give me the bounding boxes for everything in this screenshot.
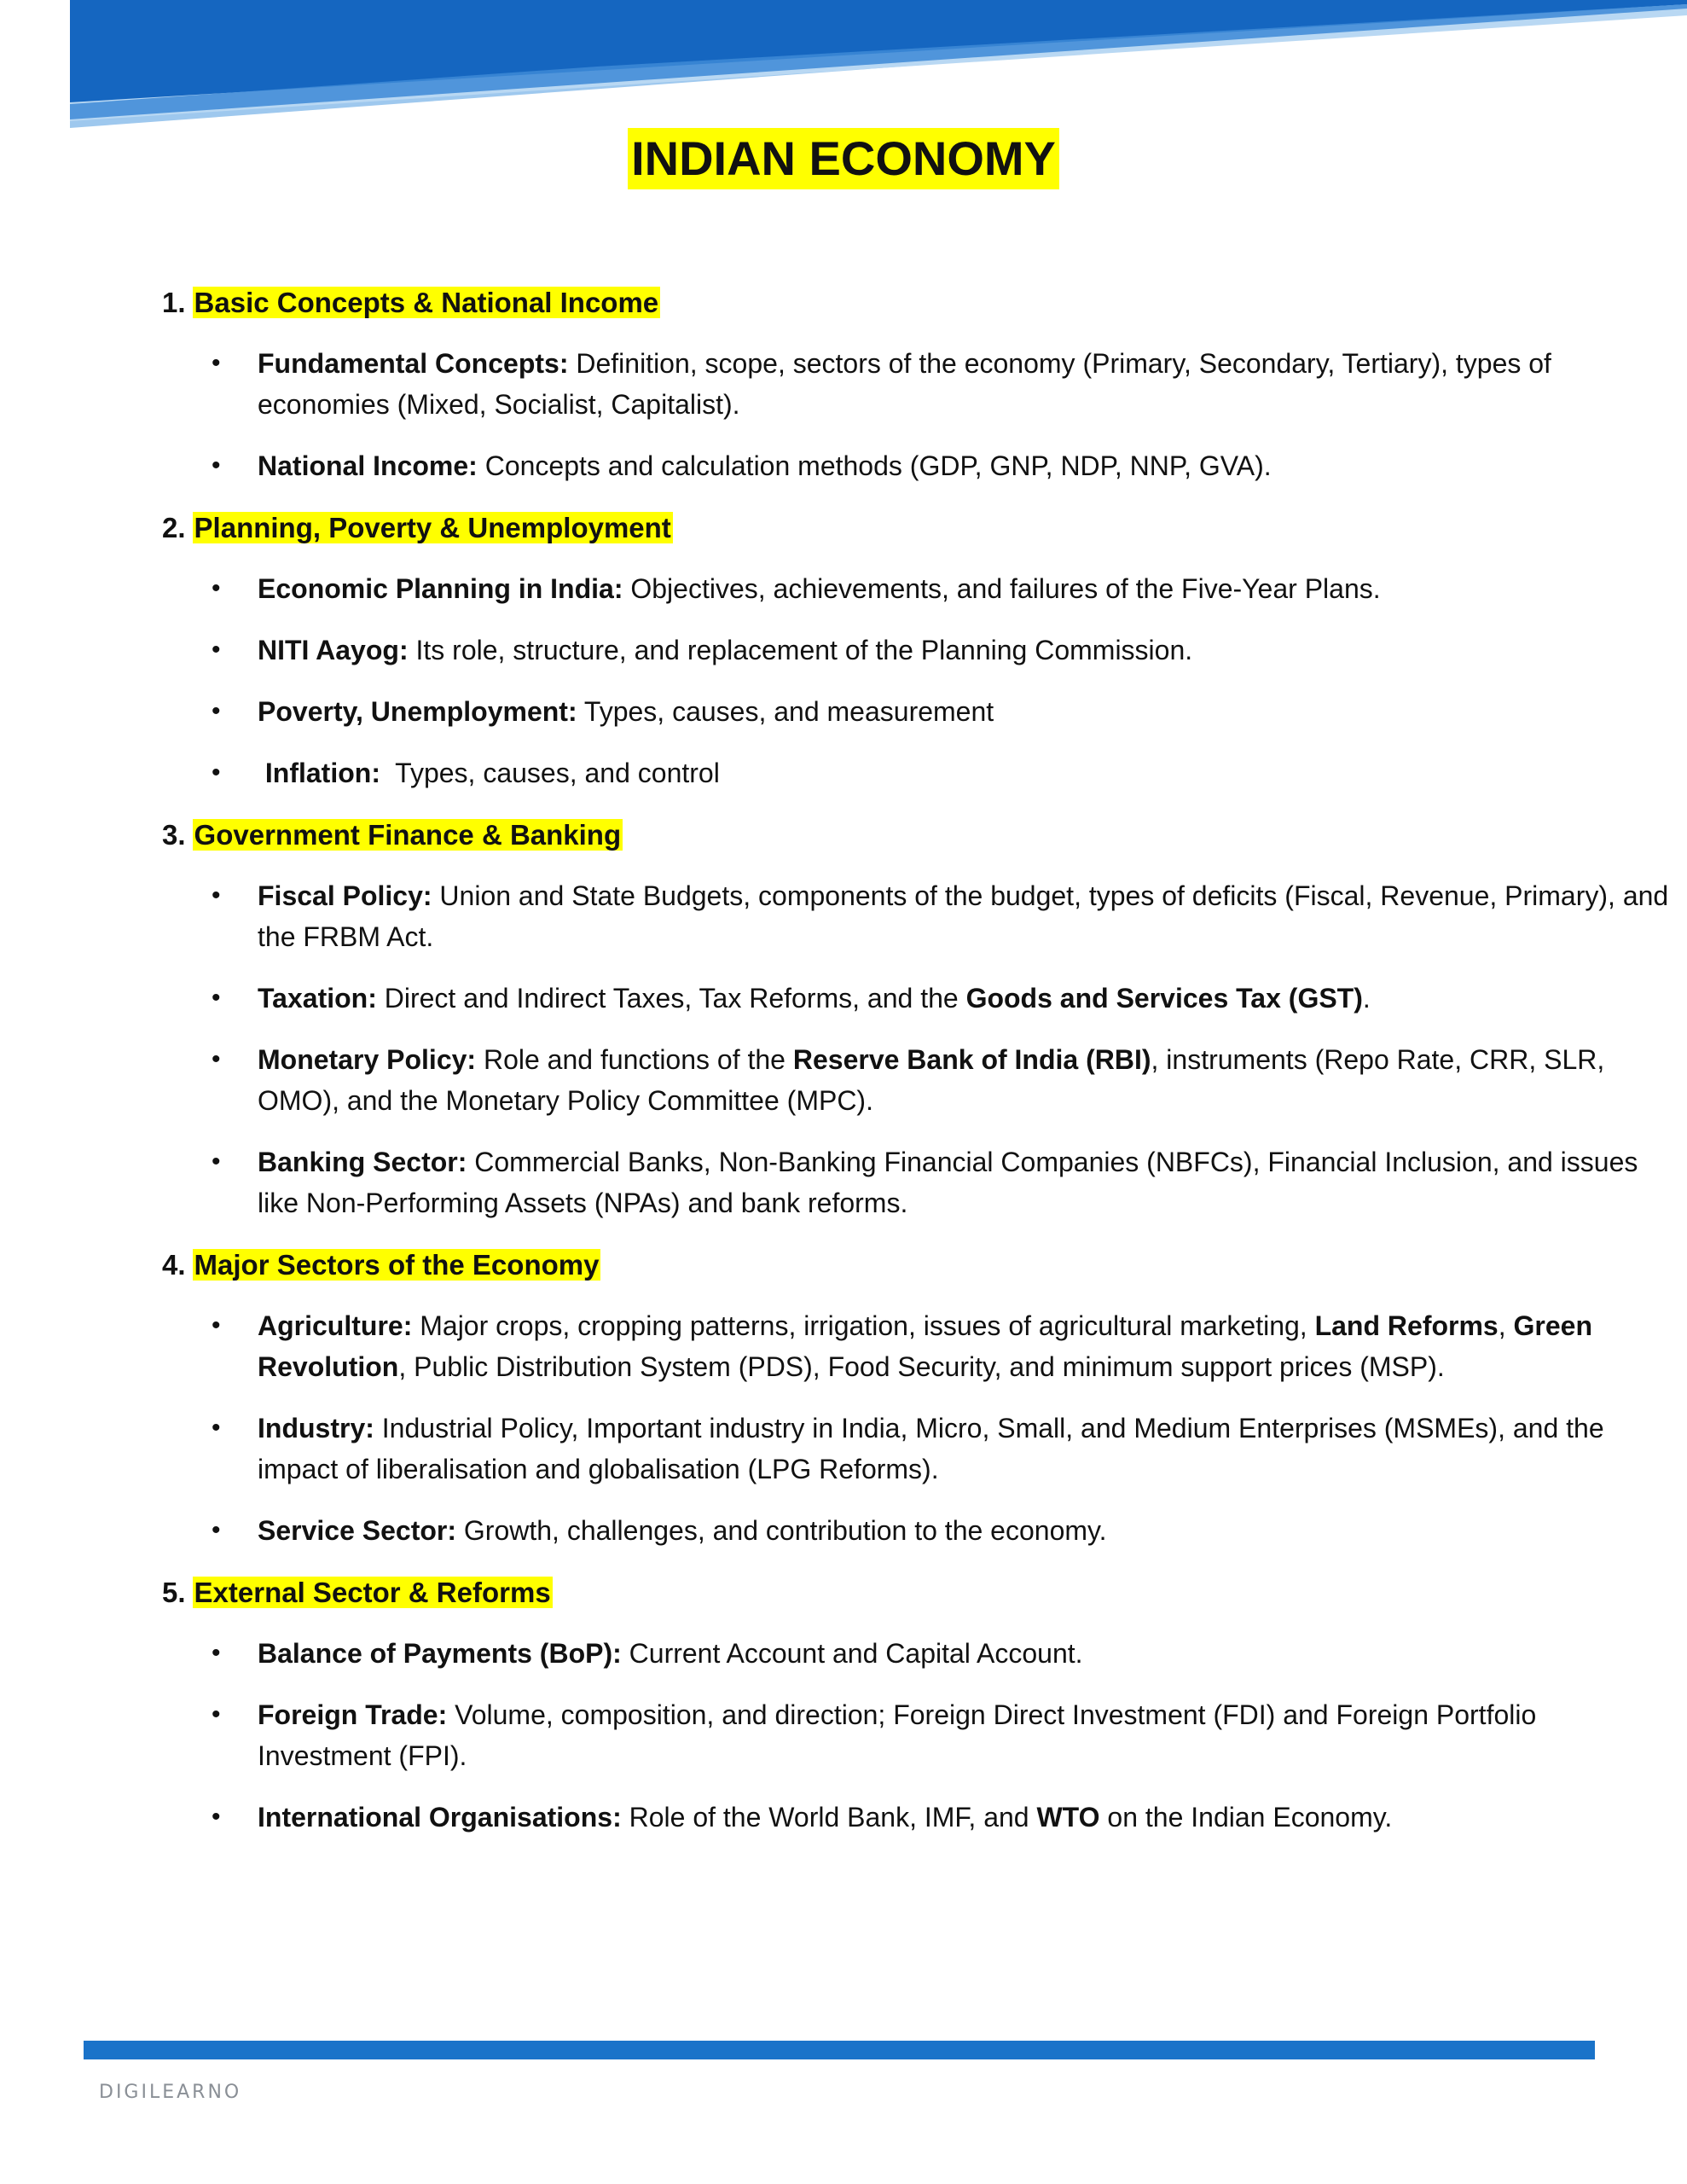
bullet-icon: • xyxy=(212,1639,221,1667)
section-heading xyxy=(162,507,1527,549)
item-bold-phrase: Goods and Services Tax (GST) xyxy=(965,983,1363,1014)
list-item xyxy=(162,445,1673,486)
bullet-list xyxy=(162,343,1559,486)
item-term: Fundamental Concepts: xyxy=(258,348,569,379)
bullet-icon: • xyxy=(212,1045,221,1073)
item-text: Commercial Banks, Non-Banking Financial Companies (NBFCs), Financial Inclusion, and issues like Non-Performing Assets (NPAs) and bank reforms. xyxy=(258,1147,1646,1218)
item-text: . xyxy=(1362,983,1371,1014)
item-text: on the Indian Economy. xyxy=(1099,1802,1393,1833)
section-heading xyxy=(162,1571,1527,1614)
item-term: Balance of Payments (BoP): xyxy=(258,1638,622,1669)
item-text: Direct and Indirect Taxes, Tax Reforms, and the xyxy=(376,983,966,1014)
bullet-list xyxy=(162,1305,1612,1551)
bullet-icon: • xyxy=(212,1803,221,1831)
bullet-icon: • xyxy=(212,349,221,377)
section-heading xyxy=(162,1244,1527,1287)
item-bold-phrase: WTO xyxy=(1036,1802,1100,1833)
item-term: Service Sector: xyxy=(258,1515,457,1546)
section-number: 3. xyxy=(162,819,186,851)
section-1 xyxy=(162,282,1559,486)
item-text: Major crops, cropping patterns, irrigation, issues of agricultural marketing, xyxy=(412,1310,1315,1341)
item-bold-phrase: Reserve Bank of India (RBI) xyxy=(792,1044,1151,1075)
item-text: Types, causes, and measurement xyxy=(577,696,994,727)
item-bold-phrase: Land Reforms xyxy=(1314,1310,1499,1341)
list-item xyxy=(162,1039,1673,1121)
list-item xyxy=(162,1141,1673,1223)
item-text: Its role, structure, and replacement of the Planning Commission. xyxy=(408,635,1193,665)
bullet-icon: • xyxy=(212,881,221,909)
item-text: Definition, scope, sectors of the economy (Primary, Secondary, Tertiary), types of economies (Mixed, Socialist, Capitalist). xyxy=(258,348,1559,420)
list-item xyxy=(162,875,1677,957)
title-wrapper xyxy=(0,128,1687,189)
item-term: Taxation: xyxy=(258,983,377,1014)
item-text: Role of the World Bank, IMF, and xyxy=(621,1802,1037,1833)
list-item xyxy=(162,568,1673,609)
section-5 xyxy=(162,1571,1545,1838)
section-title: Planning, Poverty & Unemployment xyxy=(194,512,671,543)
item-term: NITI Aayog: xyxy=(258,635,409,665)
item-text: Current Account and Capital Account. xyxy=(621,1638,1083,1669)
header-banner xyxy=(0,0,1687,145)
section-4 xyxy=(162,1244,1612,1551)
list-item xyxy=(162,1797,1673,1838)
bullet-icon: • xyxy=(212,697,221,725)
item-term: Inflation: xyxy=(258,758,380,788)
item-term: Foreign Trade: xyxy=(258,1699,448,1730)
section-title: Government Finance & Banking xyxy=(194,819,622,851)
section-3 xyxy=(162,814,1677,1223)
bullet-icon: • xyxy=(212,758,221,787)
bullet-icon: • xyxy=(212,1147,221,1176)
list-item xyxy=(162,343,1673,425)
document-body xyxy=(162,282,1677,1858)
section-title: Basic Concepts & National Income xyxy=(194,287,659,318)
item-term: International Organisations: xyxy=(258,1802,622,1833)
item-text: Role and functions of the xyxy=(476,1044,793,1075)
bullet-list xyxy=(162,875,1677,1223)
section-heading xyxy=(162,814,1527,857)
item-text: Industrial Policy, Important industry in India, Micro, Small, and Medium Enterprises (MSMEs), and the impact of liberalisation and globalisation (LPG Reforms). xyxy=(258,1413,1612,1484)
section-number: 2. xyxy=(162,512,186,543)
item-term: Banking Sector: xyxy=(258,1147,467,1177)
item-text: Objectives, achievements, and failures of the Five-Year Plans. xyxy=(623,573,1381,604)
bullet-icon: • xyxy=(212,1700,221,1728)
list-item xyxy=(162,1633,1673,1674)
section-title: Major Sectors of the Economy xyxy=(194,1249,600,1281)
item-bold-phrase: Green Revolution xyxy=(258,1310,1600,1382)
item-text: Union and State Budgets, components of the budget, types of deficits (Fiscal, Revenue, Primary), and the FRBM Act. xyxy=(258,880,1677,952)
item-term: Poverty, Unemployment: xyxy=(258,696,577,727)
list-item xyxy=(162,1510,1673,1551)
bullet-icon: • xyxy=(212,984,221,1012)
list-item xyxy=(162,978,1673,1019)
list-item xyxy=(162,752,1673,793)
list-item xyxy=(162,1408,1673,1490)
bullet-icon: • xyxy=(212,451,221,479)
item-text: , instruments (Repo Rate, CRR, SLR, OMO), and the Monetary Policy Committee (MPC). xyxy=(258,1044,1613,1116)
item-term: Fiscal Policy: xyxy=(258,880,432,911)
footer-brand: DIGILEARNO xyxy=(99,2082,242,2103)
list-item xyxy=(162,630,1673,671)
list-item xyxy=(162,691,1673,732)
section-number: 4. xyxy=(162,1249,186,1281)
section-2 xyxy=(162,507,1527,793)
section-number: 5. xyxy=(162,1577,186,1608)
item-term: Monetary Policy: xyxy=(258,1044,477,1075)
item-text: Growth, challenges, and contribution to the economy. xyxy=(456,1515,1107,1546)
item-text: Volume, composition, and direction; Foreign Direct Investment (FDI) and Foreign Portfolio Investment (FPI). xyxy=(258,1699,1545,1771)
item-term: Economic Planning in India: xyxy=(258,573,623,604)
item-term: Industry: xyxy=(258,1413,374,1443)
item-term: Agriculture: xyxy=(258,1310,413,1341)
page-title: INDIAN ECONOMY xyxy=(628,128,1059,189)
bullet-icon: • xyxy=(212,1414,221,1442)
bullet-list xyxy=(162,568,1527,793)
item-text: Types, causes, and control xyxy=(380,758,720,788)
list-item xyxy=(162,1305,1673,1387)
bullet-list xyxy=(162,1633,1545,1838)
item-text: , xyxy=(1498,1310,1514,1341)
section-heading xyxy=(162,282,1527,324)
item-text: , Public Distribution System (PDS), Food Security, and minimum support prices (MSP). xyxy=(398,1351,1445,1382)
section-number: 1. xyxy=(162,287,186,318)
bullet-icon: • xyxy=(212,574,221,602)
footer-bar xyxy=(84,2041,1595,2059)
list-item xyxy=(162,1694,1673,1776)
item-text: Concepts and calculation methods (GDP, GNP, NDP, NNP, GVA). xyxy=(477,450,1272,481)
bullet-icon: • xyxy=(212,1311,221,1339)
item-term: National Income: xyxy=(258,450,478,481)
section-title: External Sector & Reforms xyxy=(194,1577,551,1608)
bullet-icon: • xyxy=(212,636,221,664)
bullet-icon: • xyxy=(212,1516,221,1544)
